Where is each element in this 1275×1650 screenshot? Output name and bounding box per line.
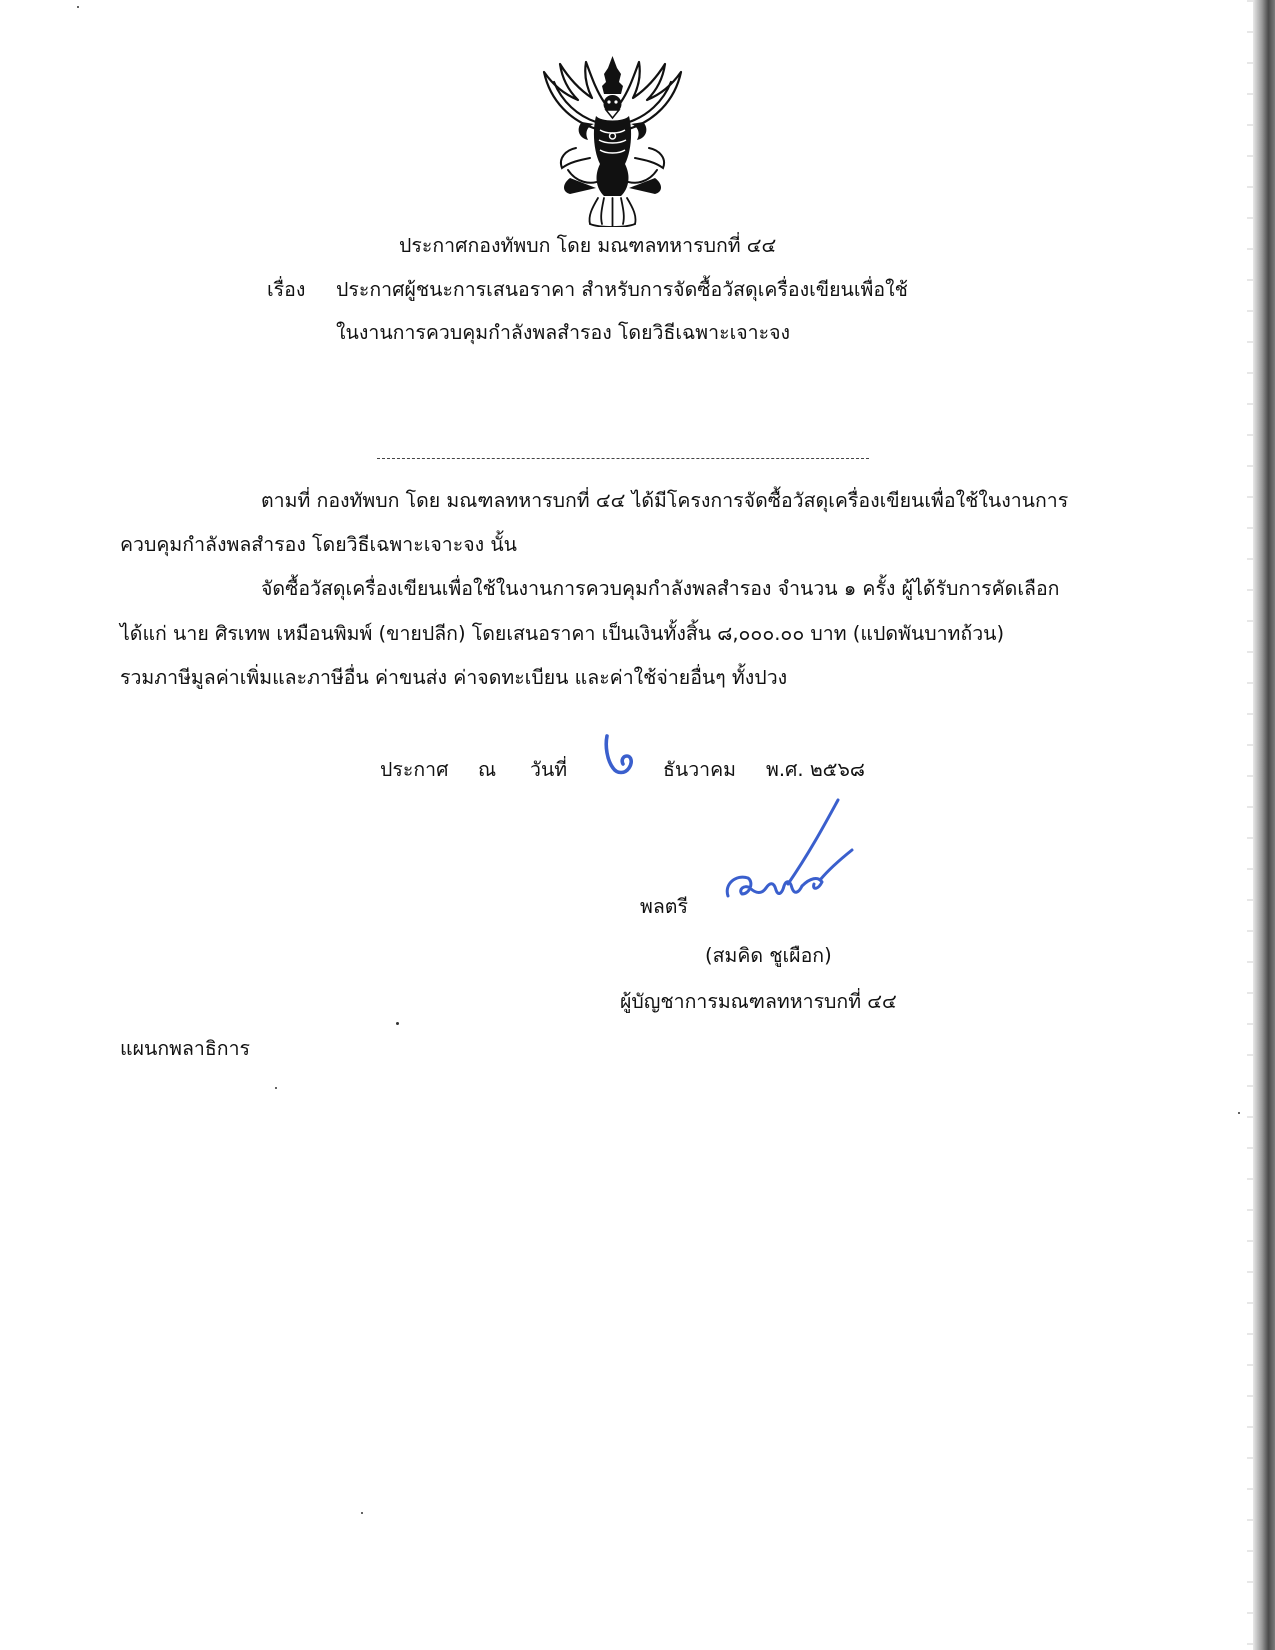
paragraph-1-line-1: ตามที่ กองทัพบก โดย มณฑลทหารบกที่ ๔๔ ได้มีโครงการจัดซื้อวัสดุเครื่องเขียนเพื่อใช้ในงานการ (261, 489, 1069, 512)
date-announced-label: ประกาศ (380, 758, 449, 781)
subject-line-2: ในงานการควบคุมกำลังพลสำรอง โดยวิธีเฉพาะเจาะจง (336, 321, 791, 344)
garuda-emblem-icon (540, 52, 685, 227)
signature-mark (718, 798, 858, 916)
subject-line-1: ประกาศผู้ชนะการเสนอราคา สำหรับการจัดซื้อวัสดุเครื่องเขียนเพื่อใช้ (336, 278, 908, 301)
scan-speck (1238, 1112, 1240, 1114)
signatory-rank: พลตรี (640, 895, 688, 918)
date-month: ธันวาคม (663, 758, 737, 781)
subject-label: เรื่อง (267, 278, 306, 301)
scan-edge-specks (1247, 0, 1253, 1650)
date-at-label: ณ (478, 758, 497, 781)
signatory-position: ผู้บัญชาการมณฑลทหารบกที่ ๔๔ (620, 990, 897, 1013)
date-year: พ.ศ. ๒๕๖๘ (766, 758, 865, 781)
scan-edge (1253, 0, 1275, 1650)
handwritten-day-mark (601, 734, 637, 780)
separator-line (377, 458, 869, 459)
scan-speck (275, 1087, 277, 1089)
department-footer: แผนกพลาธิการ (120, 1037, 251, 1060)
paragraph-1-line-2: ควบคุมกำลังพลสำรอง โดยวิธีเฉพาะเจาะจง นั้น (120, 533, 518, 556)
announcement-title: ประกาศกองทัพบก โดย มณฑลทหารบกที่ ๔๔ (399, 234, 777, 257)
paragraph-2-line-1: จัดซื้อวัสดุเครื่องเขียนเพื่อใช้ในงานการควบคุมกำลังพลสำรอง จำนวน ๑ ครั้ง ผู้ได้รับการคัดเลือก (261, 577, 1060, 600)
paragraph-2-line-2: ได้แก่ นาย ศิรเทพ เหมือนพิมพ์ (ขายปลีก) โดยเสนอราคา เป็นเงินทั้งสิ้น ๘,๐๐๐.๐๐ บาท (แปดพันบาทถ้วน) (120, 622, 1005, 645)
date-day-label: วันที่ (530, 758, 568, 781)
scan-speck (361, 1512, 363, 1514)
signatory-name: (สมคิด ชูเผือก) (705, 944, 832, 967)
scan-speck (77, 6, 79, 8)
paragraph-2-line-3: รวมภาษีมูลค่าเพิ่มและภาษีอื่น ค่าขนส่ง ค่าจดทะเบียน และค่าใช้จ่ายอื่นๆ ทั้งปวง (120, 666, 788, 689)
scan-speck (396, 1022, 399, 1025)
